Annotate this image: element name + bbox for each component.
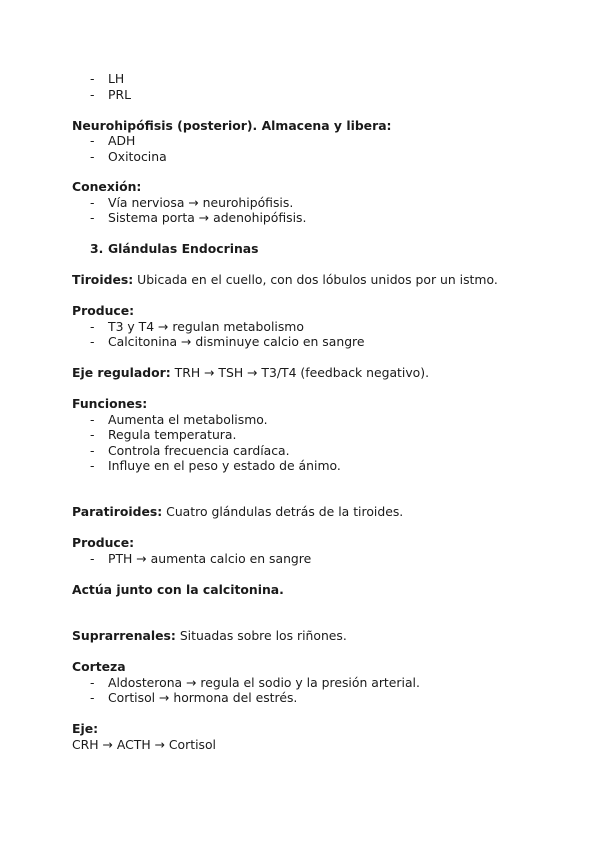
paratiroides-label: Paratiroides: bbox=[72, 504, 163, 519]
bullet-dash: - bbox=[90, 443, 95, 458]
bullet-dash: - bbox=[90, 458, 95, 473]
list-item-text: PRL bbox=[108, 87, 131, 102]
list-item-text: Aldosterona → regula el sodio y la presión arterial. bbox=[108, 675, 420, 690]
paratiroides-paragraph bbox=[72, 504, 403, 520]
list-item-text: Sistema porta → adenohipófisis. bbox=[108, 210, 307, 225]
list-item-text: T3 y T4 → regulan metabolismo bbox=[108, 319, 304, 334]
list-item-text: Oxitocina bbox=[108, 149, 167, 164]
suprarrenales-paragraph bbox=[72, 628, 347, 644]
bullet-dash: - bbox=[90, 87, 95, 102]
eje-heading: Eje: bbox=[72, 721, 99, 736]
bullet-dash: - bbox=[90, 675, 95, 690]
bullet-dash: - bbox=[90, 551, 95, 566]
eje-regulador-paragraph bbox=[72, 365, 429, 381]
eje-text: CRH → ACTH → Cortisol bbox=[72, 737, 216, 752]
list-item-text: PTH → aumenta calcio en sangre bbox=[108, 551, 312, 566]
list-item-text: ADH bbox=[108, 133, 136, 148]
suprarrenales-label: Suprarrenales: bbox=[72, 628, 176, 643]
conexion-heading: Conexión: bbox=[72, 179, 142, 194]
section-title: Glándulas Endocrinas bbox=[108, 241, 259, 256]
funciones-heading: Funciones: bbox=[72, 396, 148, 411]
tiroides-paragraph bbox=[72, 272, 498, 288]
corteza-heading: Corteza bbox=[72, 659, 126, 674]
produce-heading: Produce: bbox=[72, 535, 135, 550]
bullet-dash: - bbox=[90, 149, 95, 164]
list-item-text: Vía nerviosa → neurohipófisis. bbox=[108, 195, 294, 210]
list-item-text: Controla frecuencia cardíaca. bbox=[108, 443, 290, 458]
list-item-text: Cortisol → hormona del estrés. bbox=[108, 690, 298, 705]
list-item-text: Aumenta el metabolismo. bbox=[108, 412, 268, 427]
bullet-dash: - bbox=[90, 690, 95, 705]
actua-note: Actúa junto con la calcitonina. bbox=[72, 582, 284, 597]
bullet-dash: - bbox=[90, 412, 95, 427]
bullet-dash: - bbox=[90, 133, 95, 148]
eje-regulador-label: Eje regulador: bbox=[72, 365, 171, 380]
bullet-dash: - bbox=[90, 195, 95, 210]
suprarrenales-text: Situadas sobre los riñones. bbox=[175, 628, 347, 643]
produce-heading: Produce: bbox=[72, 303, 135, 318]
list-item-text: LH bbox=[108, 71, 125, 86]
bullet-dash: - bbox=[90, 334, 95, 349]
neurohipofisis-heading: Neurohipófisis (posterior). Almacena y libera: bbox=[72, 118, 392, 133]
bullet-dash: - bbox=[90, 210, 95, 225]
bullet-dash: - bbox=[90, 427, 95, 442]
bullet-dash: - bbox=[90, 319, 95, 334]
list-item-text: Calcitonina → disminuye calcio en sangre bbox=[108, 334, 365, 349]
list-item-text: Influye en el peso y estado de ánimo. bbox=[108, 458, 341, 473]
section-number: 3. bbox=[90, 241, 104, 256]
eje-regulador-text: TRH → TSH → T3/T4 (feedback negativo). bbox=[170, 365, 430, 380]
paratiroides-text: Cuatro glándulas detrás de la tiroides. bbox=[162, 504, 404, 519]
tiroides-text: Ubicada en el cuello, con dos lóbulos unidos por un istmo. bbox=[133, 272, 498, 287]
bullet-dash: - bbox=[90, 71, 95, 86]
list-item-text: Regula temperatura. bbox=[108, 427, 237, 442]
tiroides-label: Tiroides: bbox=[72, 272, 134, 287]
